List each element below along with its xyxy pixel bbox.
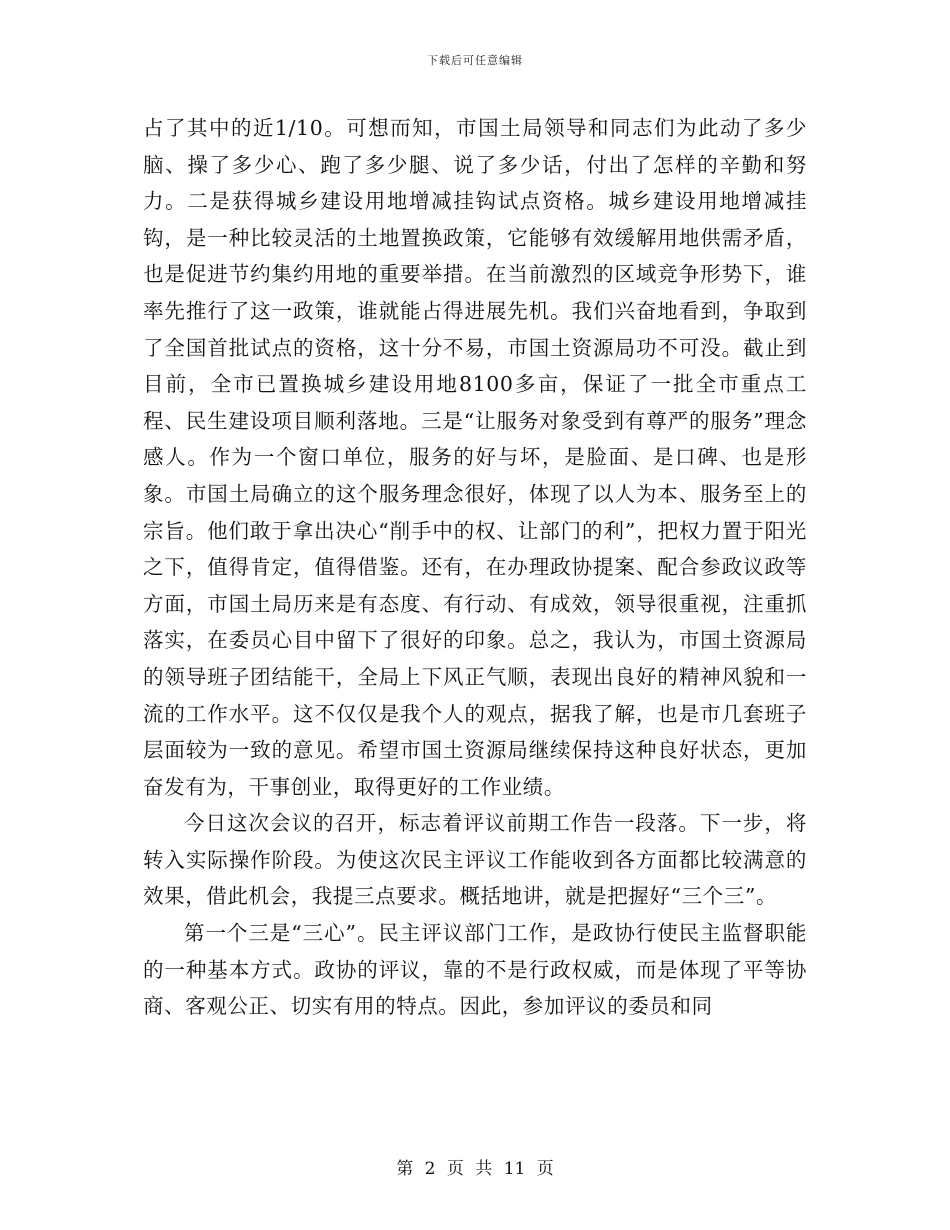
document-body: [143, 110, 807, 1025]
page-number-footer: 第 2 页 共 11 页: [396, 1159, 554, 1179]
paragraph-2: 今日这次会议的召开，标志着评议前期工作告一段落。下一步，将转入实际操作阶段。为使这次民主评议工作能收到各方面都比较满意的效果，借此机会，我提三点要求。概括地讲，就是把握好“三个三”。: [143, 811, 807, 909]
paragraph-3: 第一个三是“三心”。民主评议部门工作，是政协行使民主监督职能的一种基本方式。政协的评议，靠的不是行政权威，而是体现了平等协商、客观公正、切实有用的特点。因此，参加评议的委员和同: [143, 921, 807, 1019]
paragraph-1: 占了其中的近1/10。可想而知，市国土局领导和同志们为此动了多少脑、操了多少心、跑了多少腿、说了多少话，付出了怎样的辛勤和努力。二是获得城乡建设用地增减挂钩试点资格。城乡建设用地增减挂钩，是一种比较灵活的土地置换政策，它能够有效缓解用地供需矛盾，也是促进节约集约用地的重要举措。在当前激烈的区域竞争形势下，谁率先推行了这一政策，谁就能占得进展先机。我们兴奋地看到，争取到了全国首批试点的资格，这十分不易，市国土资源局功不可没。截止到目前，全市已置换城乡建设用地8100多亩，保证了一批全市重点工程、民生建设项目顺利落地。三是“让服务对象受到有尊严的服务”理念感人。作为一个窗口单位，服务的好与坏，是脸面、是口碑、也是形象。市国土局确立的这个服务理念很好，体现了以人为本、服务至上的宗旨。他们敢于拿出决心“削手中的权、让部门的利”，把权力置于阳光之下，值得肯定，值得借鉴。还有，在办理政协提案、配合参政议政等方面，市国土局历来是有态度、有行动、有成效，领导很重视，注重抓落实，在委员心目中留下了很好的印象。总之，我认为，市国土资源局的领导班子团结能干，全局上下风正气顺，表现出良好的精神风貌和一流的工作水平。这不仅仅是我个人的观点，据我了解，也是市几套班子层面较为一致的意见。希望市国土资源局继续保持这种良好状态，更加奋发有为，干事创业，取得更好的工作业绩。: [143, 116, 807, 799]
page-header-note: 下载后可任意编辑: [427, 54, 523, 67]
